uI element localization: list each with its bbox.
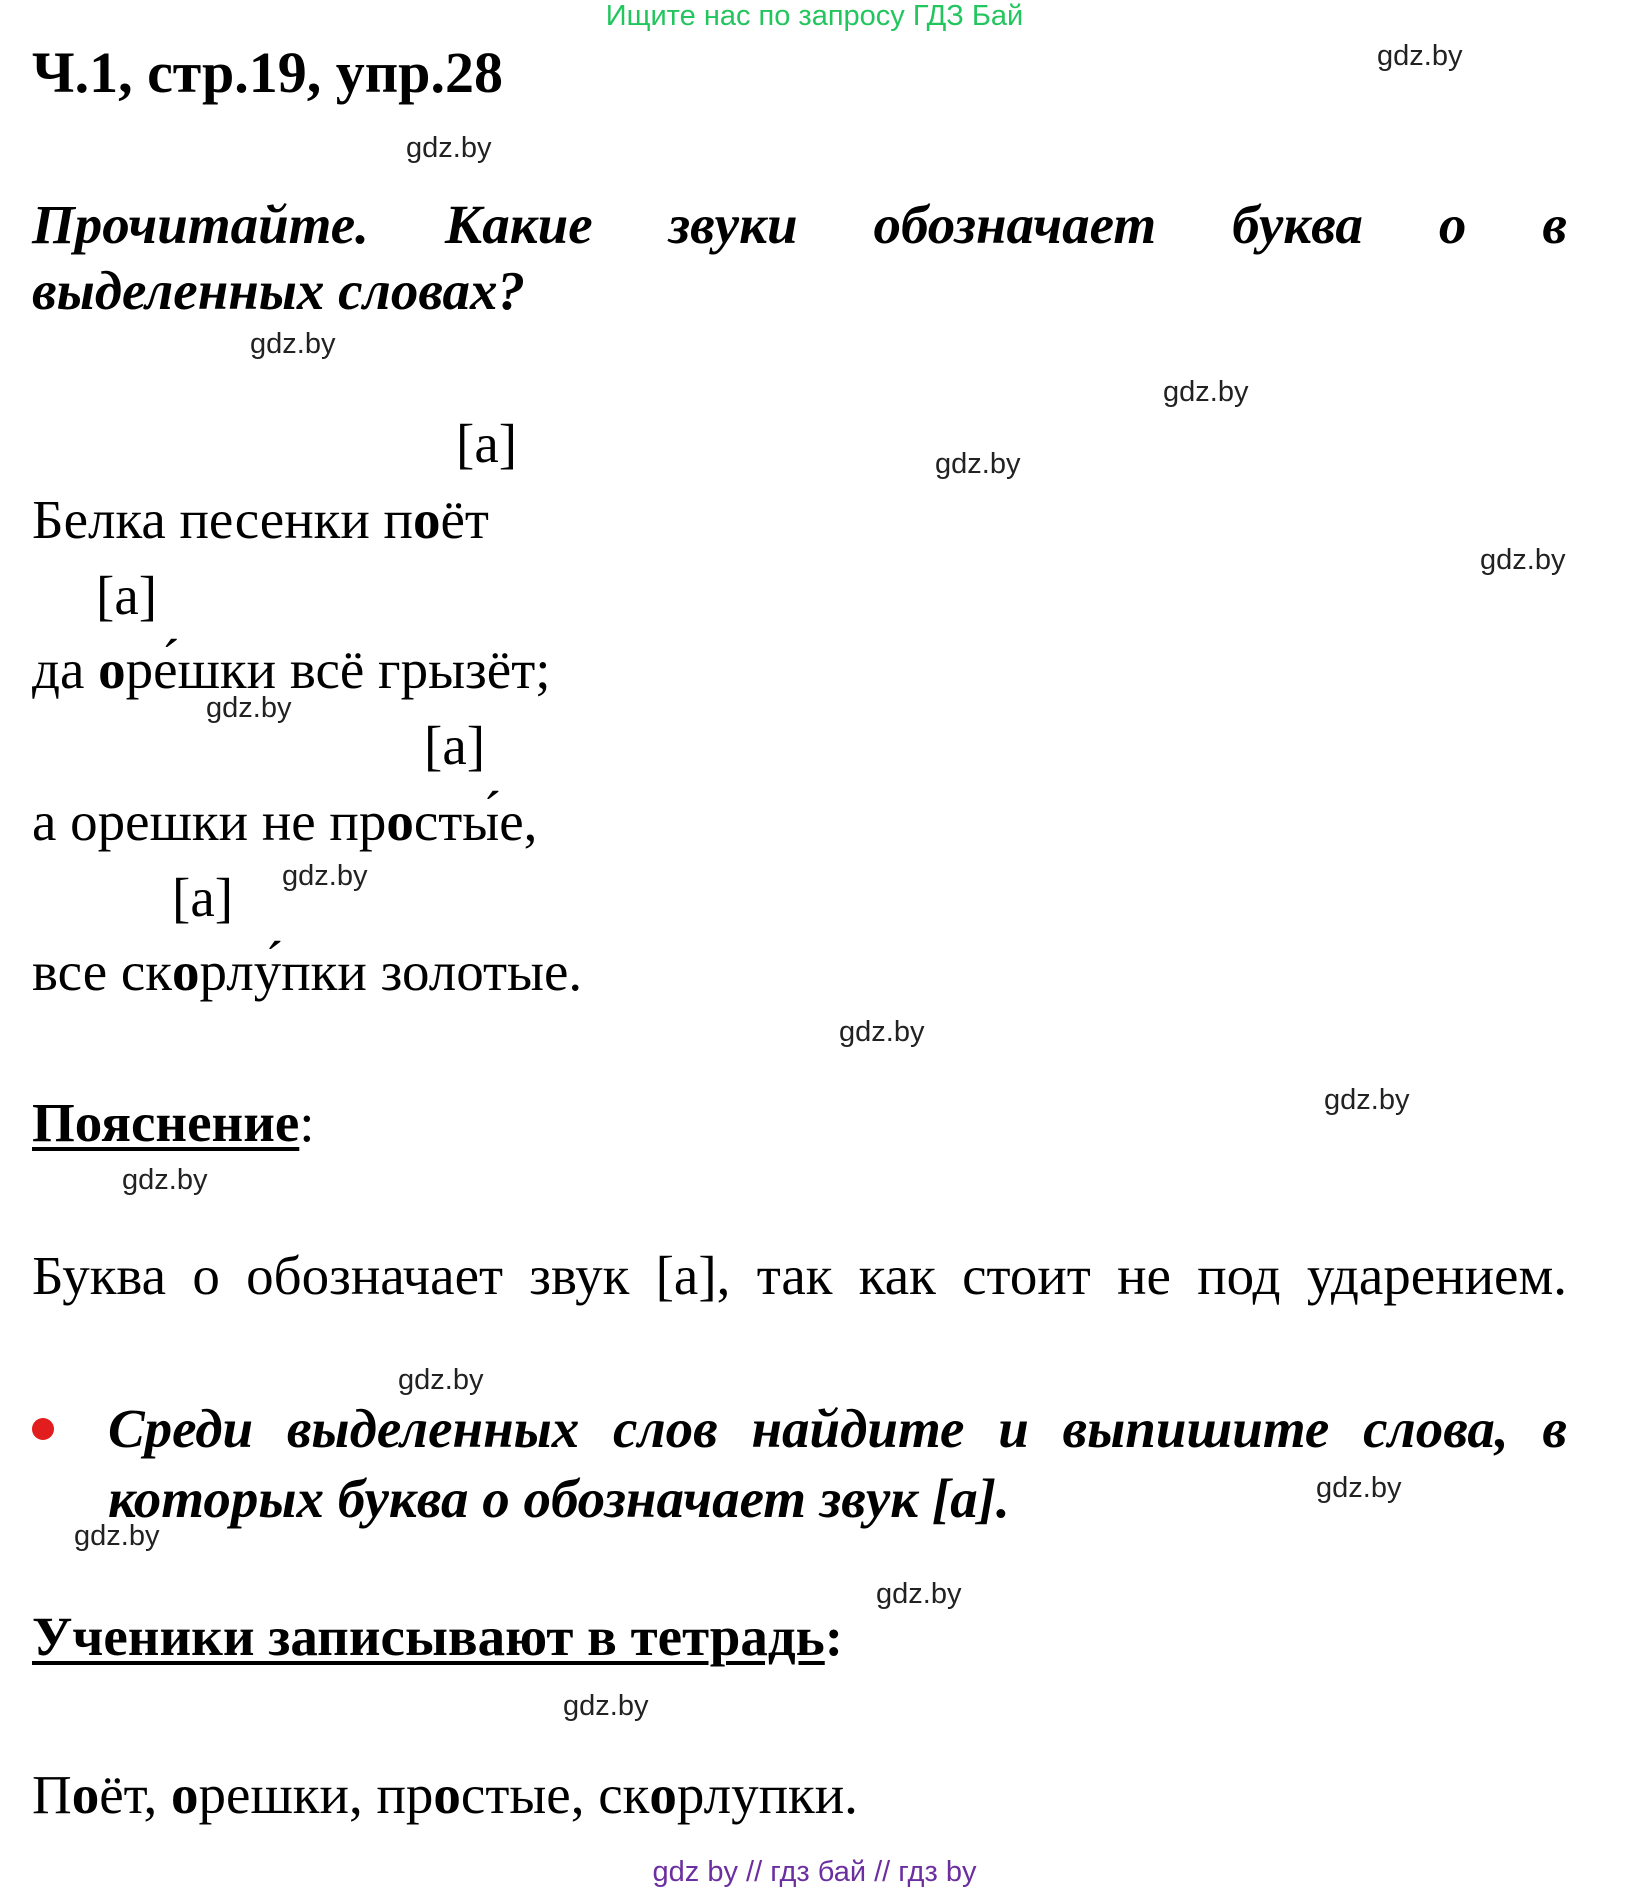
transcription-mark: [а] [424, 715, 486, 776]
notebook-heading: Ученики записывают в тетрадь: [32, 1606, 844, 1667]
bullet-icon [32, 1418, 54, 1440]
watermark: gdz.by [1163, 376, 1249, 408]
watermark: gdz.by [122, 1164, 208, 1196]
task-2-line-2: которых буква о обозначает звук [а]. [108, 1468, 1010, 1529]
explanation-heading: Пояснение: [32, 1092, 315, 1153]
poem-line: все скорлу́пки золотые. [32, 941, 583, 1002]
poem-line: а орешки не просты́е, [32, 791, 538, 852]
top-banner: Ищите нас по запросу ГДЗ Бай [605, 0, 1024, 32]
watermark: gdz.by [839, 1016, 925, 1048]
poem-line: Белка песенки поёт [32, 489, 489, 550]
task-line-1: Прочитайте. Какие звуки обозначает буква о в [32, 194, 1567, 255]
task-2-instruction [108, 1394, 1567, 1534]
transcription-mark: [а] [456, 413, 518, 474]
watermark: gdz.by [74, 1520, 160, 1552]
watermark: gdz.by [935, 448, 1021, 480]
transcription-mark: [а] [96, 565, 158, 626]
watermark: gdz.by [1324, 1084, 1410, 1116]
task-2-line-1: Среди выделенных слов найдите и выпишите слова, в [108, 1398, 1567, 1459]
watermark: gdz.by [563, 1690, 649, 1722]
watermark: gdz.by [1377, 40, 1463, 72]
task-instruction [32, 192, 1567, 324]
watermark: gdz.by [406, 132, 492, 164]
transcription-mark: [а] [172, 867, 234, 928]
watermark: gdz.by [1316, 1472, 1402, 1504]
watermark: gdz.by [282, 860, 368, 892]
page-title: Ч.1, стр.19, упр.28 [32, 40, 503, 105]
poem-line: да оре́шки всё грызёт; [32, 639, 551, 700]
explanation-text: Буква о обозначает звук [а], так как стоит не под ударением. [32, 1245, 1567, 1306]
watermark: gdz.by [1480, 544, 1566, 576]
watermark: gdz.by [876, 1578, 962, 1610]
answer-text: Поёт, орешки, простые, скорлупки. [32, 1764, 858, 1825]
watermark: gdz.by [206, 692, 292, 724]
watermark: gdz.by [398, 1364, 484, 1396]
watermark: gdz.by [250, 328, 336, 360]
task-line-2: выделенных словах? [32, 260, 526, 321]
footer-links: gdz by // гдз бай // гдз by [652, 1856, 977, 1888]
